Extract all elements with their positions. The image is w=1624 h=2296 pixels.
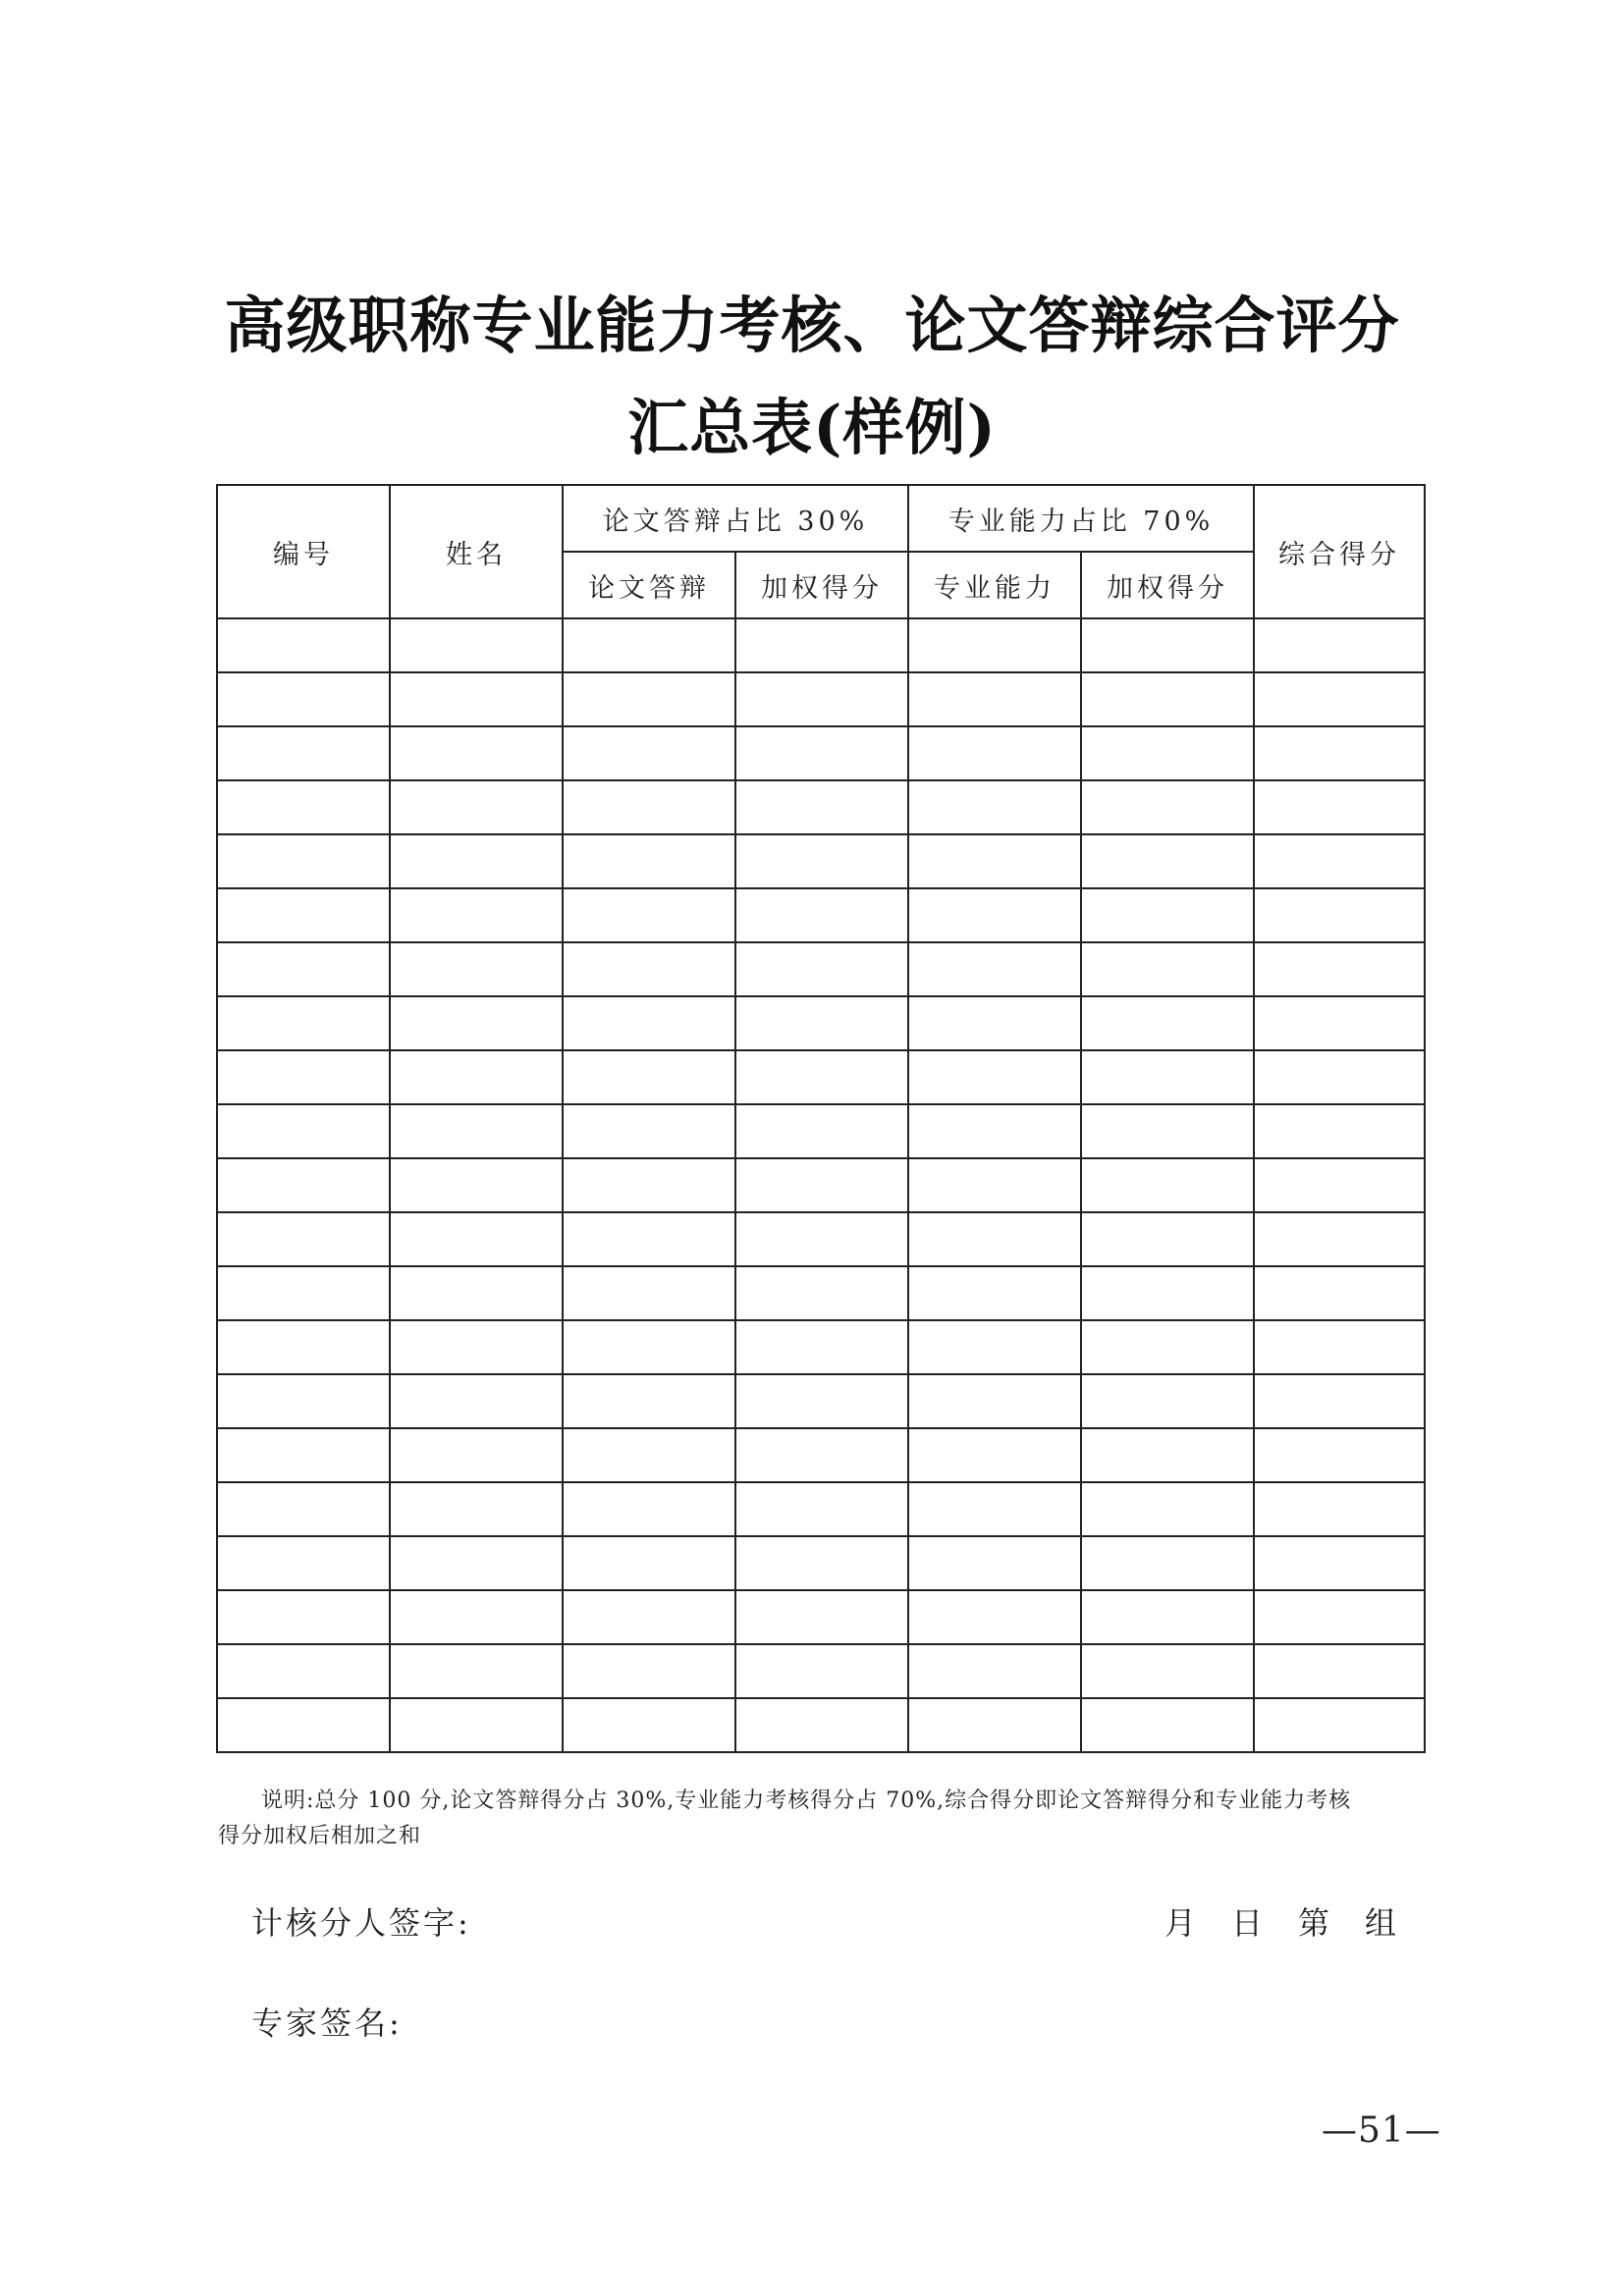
table-row xyxy=(217,1428,1425,1482)
note-line-1-text: 说明:总分 100 分,论文答辩得分占 30%,专业能力考核得分占 70%,综合得分即论文答辩得分和专业能力考核 xyxy=(261,1789,1352,1813)
header-total: 综合得分 xyxy=(1254,485,1425,618)
table-cell xyxy=(217,672,390,726)
table-cell xyxy=(908,1104,1081,1158)
table-row xyxy=(217,1266,1425,1320)
table-cell xyxy=(217,1158,390,1212)
table-cell xyxy=(217,1050,390,1104)
table-cell xyxy=(390,1320,563,1374)
table-cell xyxy=(1081,942,1254,996)
table-cell xyxy=(908,1428,1081,1482)
table-cell xyxy=(1081,1212,1254,1266)
table-cell xyxy=(563,1158,735,1212)
table-cell xyxy=(1081,1590,1254,1644)
table-cell xyxy=(908,1050,1081,1104)
table-cell xyxy=(908,672,1081,726)
table-cell xyxy=(217,1212,390,1266)
table-cell xyxy=(390,726,563,780)
table-cell xyxy=(1081,888,1254,942)
table-cell xyxy=(1254,780,1425,834)
table-cell xyxy=(390,1050,563,1104)
group-prefix-label: 第 xyxy=(1298,1904,1330,1942)
table-cell xyxy=(908,834,1081,888)
table-cell xyxy=(217,618,390,672)
table-cell xyxy=(563,1050,735,1104)
table-row xyxy=(217,1374,1425,1428)
table-cell xyxy=(390,1374,563,1428)
table-cell xyxy=(563,1320,735,1374)
table-cell xyxy=(390,1482,563,1536)
table-cell xyxy=(735,1590,908,1644)
table-cell xyxy=(390,888,563,942)
header-ability-weighted: 加权得分 xyxy=(1081,552,1254,618)
table-cell xyxy=(908,1374,1081,1428)
table-cell xyxy=(563,1590,735,1644)
table-cell xyxy=(390,1644,563,1698)
header-thesis: 论文答辩 xyxy=(563,552,735,618)
table-cell xyxy=(1081,1050,1254,1104)
table-cell xyxy=(390,1266,563,1320)
table-cell xyxy=(217,1320,390,1374)
table-row xyxy=(217,618,1425,672)
table-row xyxy=(217,1050,1425,1104)
scorer-signature-label: 计核分人签字: xyxy=(251,1904,471,1942)
table-cell xyxy=(217,1266,390,1320)
note-line-2: 得分加权后相加之和 xyxy=(218,1824,422,1848)
table-cell xyxy=(1254,1320,1425,1374)
table-cell xyxy=(1254,996,1425,1050)
table-body xyxy=(217,618,1425,1752)
table-cell xyxy=(1254,1104,1425,1158)
group-suffix-label: 组 xyxy=(1365,1904,1397,1942)
table-cell xyxy=(908,888,1081,942)
table-cell xyxy=(908,1158,1081,1212)
table-cell xyxy=(735,834,908,888)
table-row xyxy=(217,1698,1425,1752)
table-cell xyxy=(735,780,908,834)
table-cell xyxy=(563,780,735,834)
table-cell xyxy=(735,1104,908,1158)
page-title-line-1: 高级职称专业能力考核、论文答辩综合评分 xyxy=(224,290,1400,361)
table-cell xyxy=(735,1482,908,1536)
table-cell xyxy=(390,834,563,888)
table-cell xyxy=(563,888,735,942)
table-cell xyxy=(1081,1158,1254,1212)
table-cell xyxy=(1081,1320,1254,1374)
table-cell xyxy=(563,672,735,726)
table-cell xyxy=(908,996,1081,1050)
table-cell xyxy=(390,1698,563,1752)
table-cell xyxy=(908,1698,1081,1752)
table-cell xyxy=(1081,1266,1254,1320)
table-cell xyxy=(390,1104,563,1158)
table-cell xyxy=(1081,618,1254,672)
day-label: 日 xyxy=(1231,1904,1264,1942)
table-cell xyxy=(735,996,908,1050)
table-cell xyxy=(390,672,563,726)
page-number: —51— xyxy=(1322,2110,1441,2151)
table-cell xyxy=(217,1482,390,1536)
table-cell xyxy=(563,834,735,888)
table-cell xyxy=(217,780,390,834)
table-cell xyxy=(908,618,1081,672)
table-cell xyxy=(1081,726,1254,780)
table-row xyxy=(217,888,1425,942)
header-thesis-group: 论文答辩占比 30% xyxy=(563,485,908,552)
table-cell xyxy=(1254,1644,1425,1698)
table-cell xyxy=(1081,1104,1254,1158)
table-cell xyxy=(1254,672,1425,726)
table-cell xyxy=(390,996,563,1050)
table-cell xyxy=(217,1644,390,1698)
table-cell xyxy=(735,1428,908,1482)
table-cell xyxy=(1081,834,1254,888)
table-cell xyxy=(563,942,735,996)
table-cell xyxy=(735,942,908,996)
score-summary-table xyxy=(216,484,1426,1753)
table-cell xyxy=(1081,1482,1254,1536)
table-cell xyxy=(735,1266,908,1320)
table-cell xyxy=(1254,834,1425,888)
table-row xyxy=(217,1320,1425,1374)
table-cell xyxy=(1254,942,1425,996)
table-cell xyxy=(908,1644,1081,1698)
table-cell xyxy=(563,1428,735,1482)
header-ability: 专业能力 xyxy=(908,552,1081,618)
table-cell xyxy=(563,996,735,1050)
table-cell xyxy=(1254,726,1425,780)
table-cell xyxy=(1254,1374,1425,1428)
table-cell xyxy=(217,1428,390,1482)
table-cell xyxy=(217,1698,390,1752)
table-cell xyxy=(735,1644,908,1698)
table-row xyxy=(217,1212,1425,1266)
table-cell xyxy=(1254,1428,1425,1482)
table-row xyxy=(217,780,1425,834)
table-cell xyxy=(1254,888,1425,942)
table-row xyxy=(217,1644,1425,1698)
table-cell xyxy=(390,780,563,834)
table-cell xyxy=(390,1158,563,1212)
table-cell xyxy=(1254,1482,1425,1536)
table-cell xyxy=(217,834,390,888)
table-cell xyxy=(908,1266,1081,1320)
header-thesis-weighted: 加权得分 xyxy=(735,552,908,618)
table-cell xyxy=(563,618,735,672)
table-row xyxy=(217,1158,1425,1212)
table-cell xyxy=(908,726,1081,780)
table-cell xyxy=(908,780,1081,834)
table-row xyxy=(217,1482,1425,1536)
table-cell xyxy=(1254,1266,1425,1320)
explanation-note xyxy=(218,1784,1426,1854)
table-cell xyxy=(908,1590,1081,1644)
table-cell xyxy=(390,1428,563,1482)
table-cell xyxy=(1081,1698,1254,1752)
table-cell xyxy=(563,1104,735,1158)
table-cell xyxy=(1254,1050,1425,1104)
table-cell xyxy=(1254,1158,1425,1212)
table-row xyxy=(217,726,1425,780)
header-number: 编号 xyxy=(217,485,390,618)
table-cell xyxy=(908,1482,1081,1536)
table-cell xyxy=(563,1374,735,1428)
table-cell xyxy=(563,1536,735,1590)
table-cell xyxy=(1081,1428,1254,1482)
table-row xyxy=(217,1590,1425,1644)
table-row xyxy=(217,672,1425,726)
table-cell xyxy=(217,1590,390,1644)
table-cell xyxy=(390,942,563,996)
table-row xyxy=(217,1104,1425,1158)
table-cell xyxy=(563,726,735,780)
table-cell xyxy=(735,1212,908,1266)
page-title-line-2: 汇总表(样例) xyxy=(627,392,997,463)
table-cell xyxy=(735,1374,908,1428)
table-cell xyxy=(1254,1536,1425,1590)
table-cell xyxy=(735,1698,908,1752)
table-header-row-1 xyxy=(217,485,1425,552)
table-cell xyxy=(390,618,563,672)
table-cell xyxy=(1254,1590,1425,1644)
table-cell xyxy=(1254,618,1425,672)
date-group-line xyxy=(1164,1898,1432,1944)
table-cell xyxy=(563,1266,735,1320)
table-cell xyxy=(1081,996,1254,1050)
table-cell xyxy=(390,1590,563,1644)
table-cell xyxy=(217,726,390,780)
table-cell xyxy=(563,1482,735,1536)
table-cell xyxy=(735,1158,908,1212)
table-cell xyxy=(735,726,908,780)
table-row xyxy=(217,1536,1425,1590)
table-cell xyxy=(1081,1536,1254,1590)
table-cell xyxy=(1254,1698,1425,1752)
table-cell xyxy=(390,1212,563,1266)
table-cell xyxy=(217,1536,390,1590)
table-row xyxy=(217,834,1425,888)
table-cell xyxy=(1081,1644,1254,1698)
table-cell xyxy=(908,1320,1081,1374)
table-cell xyxy=(1081,780,1254,834)
table-cell xyxy=(390,1536,563,1590)
table-cell xyxy=(908,1536,1081,1590)
note-line-1 xyxy=(218,1784,1426,1819)
table-cell xyxy=(735,888,908,942)
table-cell xyxy=(735,618,908,672)
table-cell xyxy=(735,672,908,726)
table-cell xyxy=(735,1050,908,1104)
table-cell xyxy=(217,888,390,942)
table-cell xyxy=(217,996,390,1050)
header-name: 姓名 xyxy=(390,485,563,618)
table-cell xyxy=(217,942,390,996)
month-label: 月 xyxy=(1164,1904,1197,1942)
table-row xyxy=(217,942,1425,996)
expert-signature-label: 专家签名: xyxy=(251,2004,403,2042)
header-ability-group: 专业能力占比 70% xyxy=(908,485,1254,552)
table-cell xyxy=(563,1644,735,1698)
table-cell xyxy=(735,1536,908,1590)
table-cell xyxy=(563,1698,735,1752)
table-cell xyxy=(217,1374,390,1428)
table-row xyxy=(217,996,1425,1050)
table-cell xyxy=(1254,1212,1425,1266)
table-cell xyxy=(908,942,1081,996)
table-cell xyxy=(217,1104,390,1158)
table-cell xyxy=(563,1212,735,1266)
table-cell xyxy=(735,1320,908,1374)
table-cell xyxy=(908,1212,1081,1266)
table-cell xyxy=(1081,672,1254,726)
table-cell xyxy=(1081,1374,1254,1428)
